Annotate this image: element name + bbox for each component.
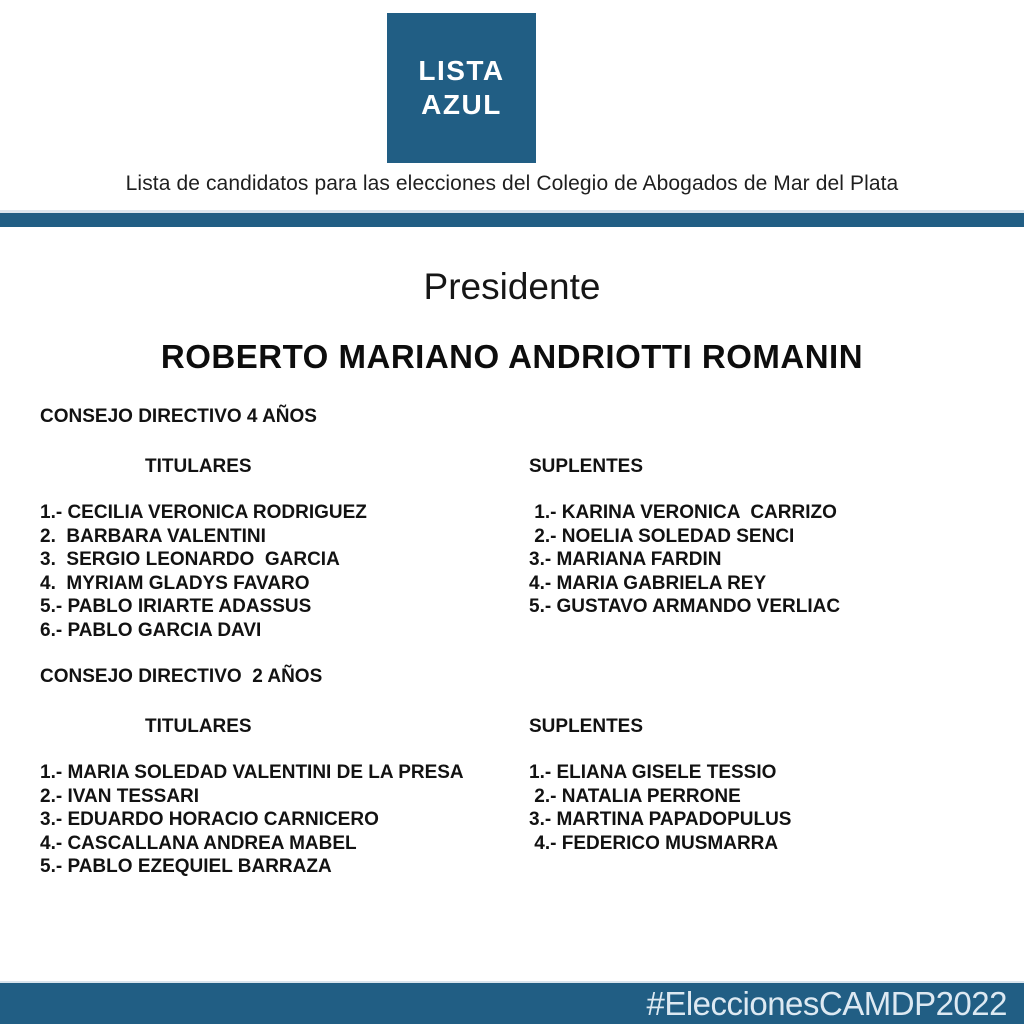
candidate-name: 3.- EDUARDO HORACIO CARNICERO [40, 809, 379, 830]
section-consejo-directivo-4-anos [40, 406, 1004, 666]
section-heading-4-anos: CONSEJO DIRECTIVO 4 AÑOS [40, 406, 317, 427]
candidate-name: 1.- ELIANA GISELE TESSIO [529, 762, 777, 783]
candidate-name: 3. SERGIO LEONARDO GARCIA [40, 549, 340, 570]
titulares-column-header: TITULARES [145, 456, 252, 477]
candidate-name: 2.- IVAN TESSARI [40, 785, 200, 807]
suplentes-column-header: SUPLENTES [529, 716, 644, 737]
candidate-name: 3.- MARTINA PAPADOPULUS [529, 809, 792, 830]
section-heading-2-anos: CONSEJO DIRECTIVO 2 AÑOS [40, 666, 323, 687]
titulares-column-header: TITULARES [145, 716, 252, 737]
footer-bar [0, 981, 1024, 1024]
candidate-name: 1.- CECILIA VERONICA RODRIGUEZ [40, 502, 367, 523]
candidate-name: 4.- MARIA GABRIELA REY [529, 572, 767, 594]
president-name: ROBERTO MARIANO ANDRIOTTI ROMANIN [160, 338, 864, 375]
titulares-list-4-anos [40, 501, 367, 642]
candidate-name: 4. MYRIAM GLADYS FAVARO [40, 572, 310, 594]
lista-azul-logo [387, 13, 536, 163]
candidate-name: 2.- NOELIA SOLEDAD SENCI [529, 525, 795, 547]
candidate-name: 5.- GUSTAVO ARMANDO VERLIAC [529, 596, 841, 617]
candidate-name: 5.- PABLO EZEQUIEL BARRAZA [40, 856, 332, 877]
candidate-name: 4.- FEDERICO MUSMARRA [529, 832, 779, 854]
flyer-subtitle: Lista de candidatos para las elecciones del Colegio de Abogados de Mar del Plata [125, 172, 899, 195]
candidate-name: 1.- MARIA SOLEDAD VALENTINI DE LA PRESA [40, 762, 464, 783]
suplentes-list-4-anos [529, 501, 840, 619]
candidate-name: 5.- PABLO IRIARTE ADASSUS [40, 596, 312, 617]
election-hashtag: #EleccionesCAMDP2022 [646, 985, 1007, 1022]
candidate-name: 2.- NATALIA PERRONE [529, 785, 741, 807]
candidate-name: 4.- CASCALLANA ANDREA MABEL [40, 832, 357, 854]
suplentes-column-header: SUPLENTES [529, 456, 644, 477]
president-title: Presidente [423, 266, 601, 307]
candidate-name: 3.- MARIANA FARDIN [529, 549, 722, 570]
logo-line-2: AZUL [421, 89, 502, 120]
suplentes-list-2-anos [529, 761, 791, 855]
divider-bar [0, 210, 1024, 227]
candidate-name: 2. BARBARA VALENTINI [40, 525, 266, 547]
section-consejo-directivo-2-anos [40, 666, 1004, 926]
logo-line-1: LISTA [418, 55, 505, 86]
candidate-name: 6.- PABLO GARCIA DAVI [40, 619, 262, 641]
titulares-list-2-anos [40, 761, 464, 879]
candidate-name: 1.- KARINA VERONICA CARRIZO [529, 502, 837, 523]
